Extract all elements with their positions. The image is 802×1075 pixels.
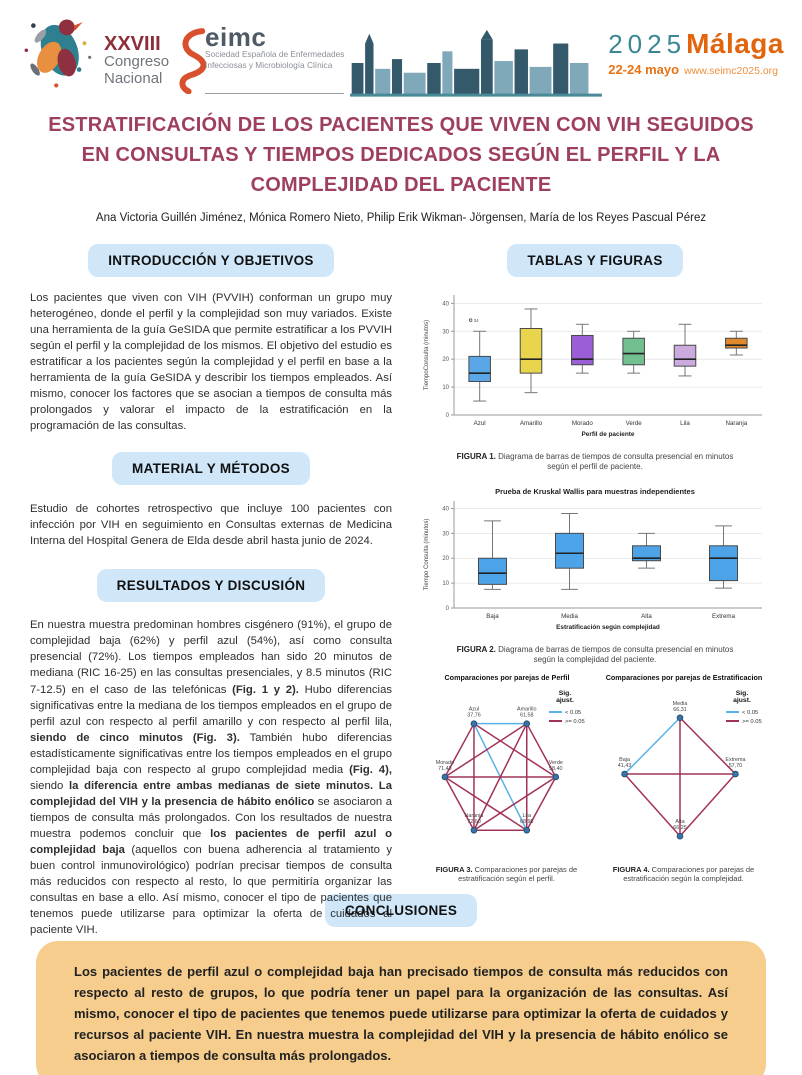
svg-text:Baja: Baja <box>486 612 499 620</box>
figure-2-caption <box>445 645 745 666</box>
poster-header <box>0 0 802 100</box>
right-column <box>418 238 772 886</box>
svg-text:58,40: 58,40 <box>548 765 563 772</box>
svg-text:Verde: Verde <box>548 759 563 766</box>
svg-text:Lila: Lila <box>680 420 690 427</box>
svg-text:20: 20 <box>442 556 449 563</box>
conclusions-text: Los pacientes de perfil azul o complejidad baja han precisado tiempos de consulta más reducidos con respecto al resto de grupos, lo que podría tener un papel para la organización de las consultas. Así mismo, conocer el tipo de pacientes que tenemos puede utilizarse para optimizar la oferta de cuidados y recursos al paciente VIH. En nuestra muestra la complejidad del VIH y la presencia de hábito enólico se asociaron a tiempos de consulta más prolongados. <box>36 941 766 1075</box>
figure-3-network <box>421 670 593 858</box>
svg-text:72,60: 72,60 <box>466 818 481 825</box>
figure-1-caption-text: Diagrama de barras de tiempos de consulta presencial en minutos según el perfil de paciente. <box>498 452 734 472</box>
seimc-logo <box>175 22 345 94</box>
figure-4-network <box>598 670 770 858</box>
svg-text:Comparaciones por parejas de E: Comparaciones por parejas de Estratificacion <box>605 672 762 682</box>
svg-text:10: 10 <box>442 385 449 392</box>
figure-1-caption <box>445 452 745 473</box>
svg-text:Estratificación según compleji: Estratificación según complejidad <box>556 623 660 631</box>
figure-3-caption <box>422 865 592 885</box>
figures-3-4-row <box>418 670 772 885</box>
svg-text:40: 40 <box>442 301 449 308</box>
figure-2-boxplot <box>420 483 770 638</box>
svg-text:Morado: Morado <box>435 759 454 766</box>
svg-text:Extrema: Extrema <box>724 756 745 763</box>
figure-4-block <box>595 670 772 885</box>
figure-1-block <box>418 287 772 473</box>
event-info <box>608 28 784 79</box>
svg-text:Tiempo Consulta (minutos): Tiempo Consulta (minutos) <box>424 518 430 591</box>
svg-text:0: 0 <box>445 413 449 419</box>
svg-text:Comparaciones por parejas de P: Comparaciones por parejas de Perfil <box>443 672 570 682</box>
svg-text:Extrema: Extrema <box>711 612 736 620</box>
svg-text:ajust.: ajust. <box>555 696 574 704</box>
seimc-tagline-1: Sociedad Española de Enfermedades <box>205 49 345 60</box>
svg-text:Azul: Azul <box>473 420 486 427</box>
figure-3-caption-text: Comparaciones por parejas de estratificación según el perfil. <box>458 864 578 884</box>
svg-text:Prueba de Kruskal Wallis para: Prueba de Kruskal Wallis para muestras independientes <box>495 486 695 496</box>
authors-line: Ana Victoria Guillén Jiménez, Mónica Romero Nieto, Philip Erik Wikman- Jörgensen, María de los Reyes Pascual Pérez <box>95 212 707 224</box>
svg-text:66,25: 66,25 <box>672 824 687 831</box>
svg-text:TiempoConsulta (minutos): TiempoConsulta (minutos) <box>424 319 430 391</box>
figure-4-caption <box>599 865 769 885</box>
svg-text:0: 0 <box>445 605 449 612</box>
svg-text:10: 10 <box>442 580 449 587</box>
congress-bird-logo <box>14 8 102 96</box>
svg-text:30: 30 <box>442 531 449 538</box>
seimc-s-icon <box>175 26 209 94</box>
svg-text:>= 0.05: >= 0.05 <box>564 718 585 725</box>
figure-1-caption-label: FIGURA 1. <box>456 452 496 461</box>
figure-1-boxplot <box>420 287 770 445</box>
event-dates: 22-24 mayo <box>608 62 680 77</box>
section-heading-methods: MATERIAL Y MÉTODOS <box>112 452 310 485</box>
svg-text:Naranja: Naranja <box>725 420 748 427</box>
svg-text:Baja: Baja <box>618 756 630 763</box>
methods-text: Estudio de cohortes retrospectivo que incluye 100 pacientes con infección por VIH en seguimiento en Consultas externas de Medicina Interna del Hospital Genera de Elda desde abril hasta junio de 2024. <box>30 503 392 548</box>
svg-text:>= 0.05: >= 0.05 <box>741 718 762 725</box>
svg-text:30: 30 <box>442 329 449 336</box>
malaga-skyline-graphic <box>350 26 602 100</box>
svg-text:< 0.05: < 0.05 <box>741 709 758 716</box>
congress-title <box>104 34 169 87</box>
results-text: En nuestra muestra predominan hombres cisgénero (91%), el grupo de complejidad baja (62%) y perfil azul (54%), así como consulta presencial (72%). Los tiempos empleados han sido 20 minutos de mediana (RIC 16-25) en las consultas presenciales, y 8.5 minutos (RIC 7-12.5) en el caso de las telefónicas (Fig. 1 y 2). Hubo diferencias significativas entre la mediana de los tiempos empleados en el grupo de perfil azul con respecto al perfil amarillo y con respecto al perfil lila, siendo de cinco minutos (Fig. 3). También hubo diferencias estadísticamente significativas entre los tiempos empleados en el grupo complejidad baja con respecto al grupo complejidad media (Fig. 4), siendo la diferencia entre ambas medianas de siete minutos. La complejidad del VIH y la presencia de hábito enólico se asociaron a tiempos de consulta más prolongados. Con los resultados de nuestra muestra podemos concluir que los pacientes de perfil azul o complejidad baja (aquellos con buena adherencia al tratamiento y buen control inmunovirológico) podrían precisar tiempos de consulta más reducidos con respecto al resto, lo que permitiría organizar las consultas en base a ello. Así mismo, conocer el tipo de pacientes que tenemos puede utilizarse para optimizar la oferta de cuidados al paciente VIH. <box>30 619 393 936</box>
svg-text:< 0.05: < 0.05 <box>564 709 581 716</box>
figure-3-block <box>418 670 595 885</box>
svg-text:37,76: 37,76 <box>466 712 481 719</box>
figure-3-caption-label: FIGURA 3. <box>435 864 473 874</box>
svg-text:34: 34 <box>473 318 479 324</box>
svg-text:68,96: 68,96 <box>519 818 534 825</box>
svg-text:61,58: 61,58 <box>519 712 534 719</box>
svg-text:71,43: 71,43 <box>437 765 452 772</box>
event-city: Málaga <box>686 28 784 59</box>
figure-2-caption-text: Diagrama de barras de tiempos de consulta presencial en minutos según la complejidad del paciente. <box>498 644 734 665</box>
svg-text:Amarillo: Amarillo <box>519 420 543 427</box>
section-heading-results: RESULTADOS Y DISCUSIÓN <box>97 569 326 602</box>
svg-text:Azul: Azul <box>468 706 479 713</box>
event-url: www.seimc2025.org <box>684 65 779 77</box>
figure-2-caption-label: FIGURA 2. <box>456 644 496 654</box>
congress-line1: Congreso <box>104 53 170 70</box>
svg-text:Naranja: Naranja <box>464 812 483 819</box>
congress-line2: Nacional <box>104 69 163 87</box>
figure-4-caption-text: Comparaciones por parejas de estratificación según la complejidad. <box>623 864 755 884</box>
svg-text:Perfil de paciente: Perfil de paciente <box>581 431 635 438</box>
svg-text:Alta: Alta <box>674 818 685 825</box>
figure-4-caption-label: FIGURA 4. <box>612 864 650 874</box>
svg-text:66,31: 66,31 <box>672 706 687 713</box>
svg-text:41,43: 41,43 <box>617 762 631 769</box>
section-heading-figures: TABLAS Y FIGURAS <box>507 244 682 277</box>
section-heading-intro: INTRODUCCIÓN Y OBJETIVOS <box>88 244 333 277</box>
congress-numeral: XXVIII <box>104 33 161 55</box>
svg-text:40: 40 <box>442 506 449 513</box>
poster-title: ESTRATIFICACIÓN DE LOS PACIENTES QUE VIVEN CON VIH SEGUIDOS EN CONSULTAS Y TIEMPOS DEDICADOS SEGÚN EL PERFIL Y LA COMPLEJIDAD DEL PACIENTE <box>48 114 754 196</box>
left-column <box>30 238 393 936</box>
seimc-tagline-2: Infecciosas y Microbiología Clínica <box>205 60 333 71</box>
section-heading-conclusions: CONCLUSIONES <box>325 894 477 927</box>
svg-text:Amarillo: Amarillo <box>516 706 537 713</box>
svg-text:Media: Media <box>672 700 687 707</box>
svg-text:20: 20 <box>442 357 449 364</box>
svg-text:Lila: Lila <box>522 812 531 819</box>
svg-text:57,70: 57,70 <box>728 762 742 769</box>
event-year: 2025 <box>608 29 687 59</box>
svg-text:ajust.: ajust. <box>732 696 751 704</box>
svg-text:Verde: Verde <box>625 420 642 427</box>
svg-text:Morado: Morado <box>571 420 593 427</box>
seimc-name: eimc <box>205 22 267 52</box>
intro-text: Los pacientes que viven con VIH (PVVIH) conforman un grupo muy heterogéneo, donde el perfil y la complejidad son muy variados. Existe una herramienta de la guía GeSIDA que permite estratificar a los PVVIH según el perfil y la complejidad de los mismos. El objetivo del estudio es estratificar a los pacientes según la complejidad y el perfil en base a la herramienta de la guía GeSIDA y describir los tiempos empleados. Así mismo, conocer los factores que se asocian a tiempos de consulta más prolongados y valorar el impacto de la estratificación en la programación de las consultas. <box>30 292 392 433</box>
svg-text:Sig.: Sig. <box>558 689 571 697</box>
figure-2-block <box>418 483 772 666</box>
svg-text:Alta: Alta <box>641 612 652 620</box>
svg-text:Media: Media <box>561 612 578 620</box>
seimc-text <box>205 22 345 94</box>
svg-text:Sig.: Sig. <box>735 689 748 697</box>
